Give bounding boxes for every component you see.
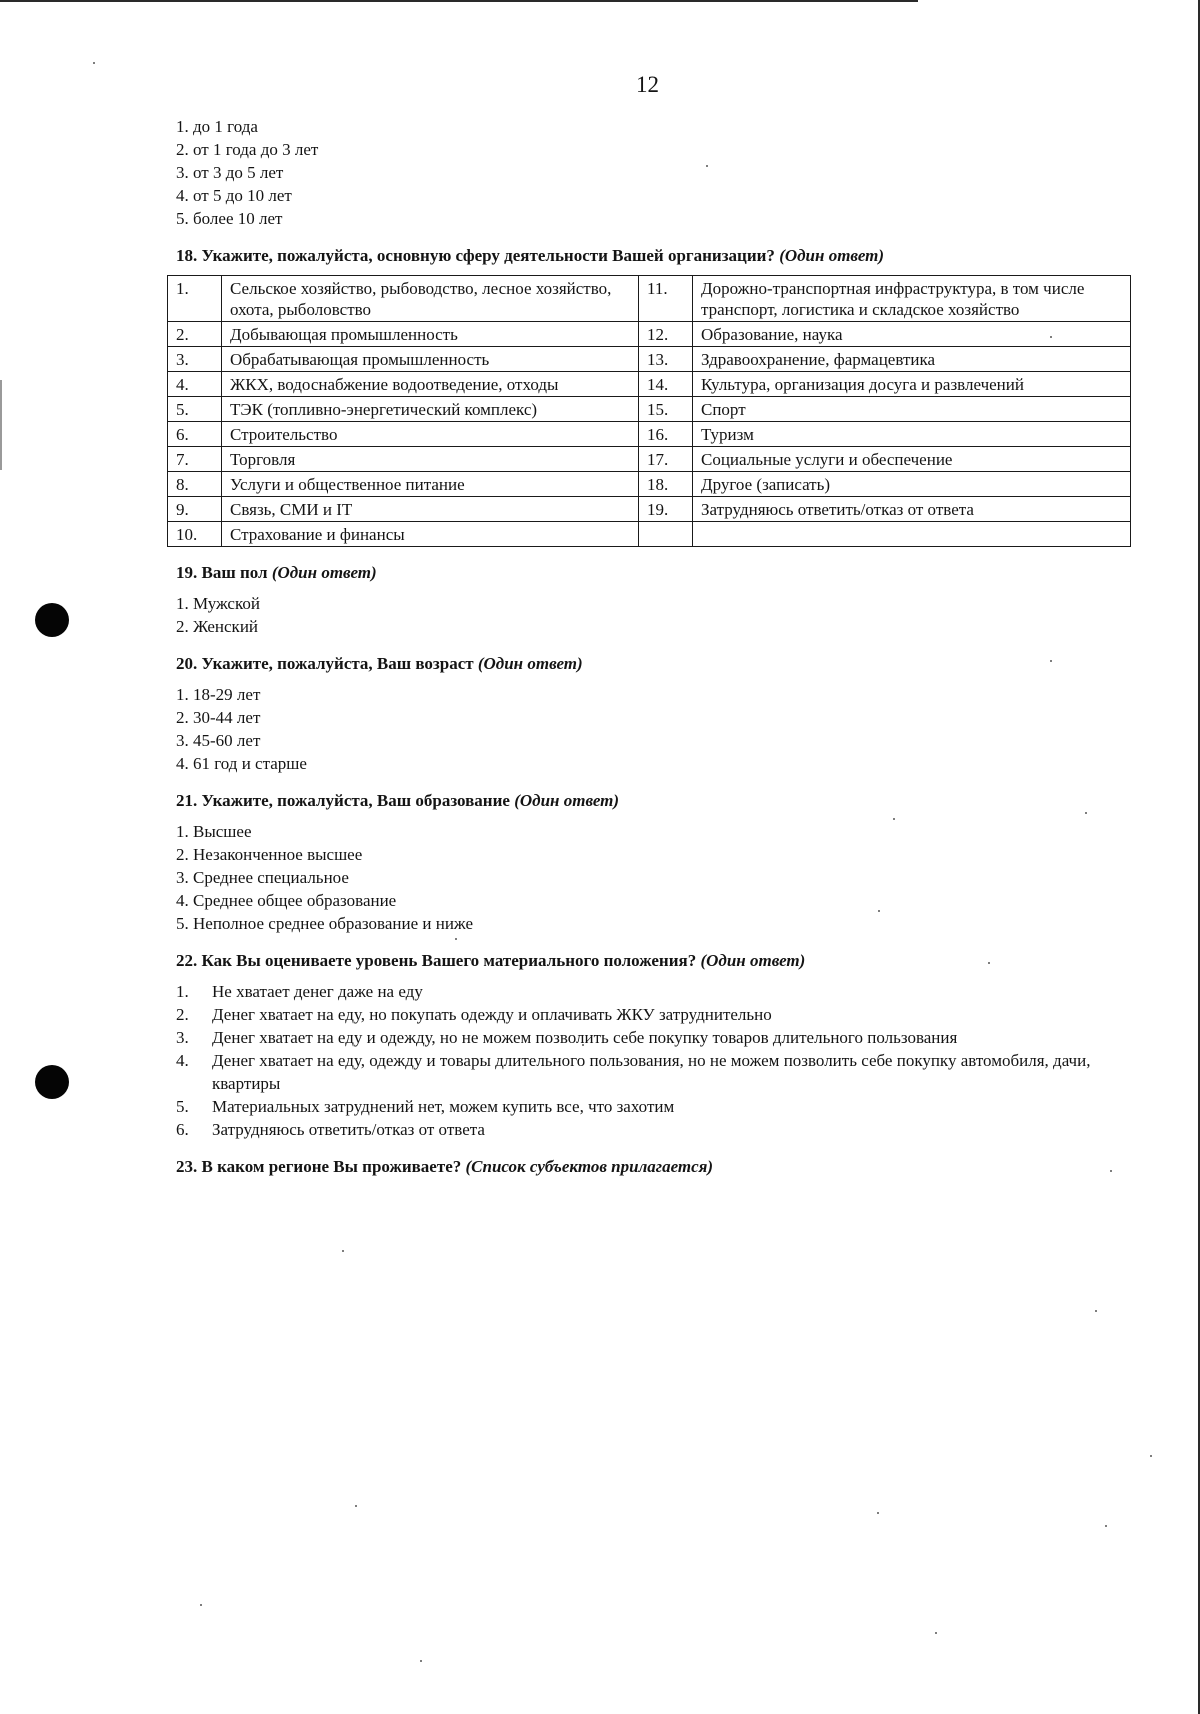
item-number: 4. (176, 1051, 189, 1070)
list-item: 5. более 10 лет (176, 209, 283, 228)
table-cell-text: ЖКХ, водоснабжение водоотведение, отходы (222, 372, 639, 397)
table-cell-text: Здравоохранение, фармацевтика (693, 347, 1131, 372)
item-number: 3. (176, 1028, 189, 1047)
duration-options (176, 115, 1136, 230)
table-cell-text: Страхование и финансы (222, 522, 639, 547)
item-text: Денег хватает на еду, одежду и товары длительного пользования, но не можем позволить себе покупку автомобиля, дачи, квартиры (212, 1051, 1091, 1093)
question-23-heading (176, 1155, 1136, 1178)
item-number: 6. (176, 1120, 189, 1139)
table-cell-text: Туризм (693, 422, 1131, 447)
table-cell-text: Другое (записать) (693, 472, 1131, 497)
table-cell-text: Обрабатывающая промышленность (222, 347, 639, 372)
list-item (176, 1003, 1136, 1026)
item-text: Затрудняюсь ответить/отказ от ответа (212, 1120, 485, 1139)
table-cell-number: 16. (639, 422, 693, 447)
question-19-title: 19. Ваш пол (176, 563, 268, 582)
list-item (176, 1118, 1136, 1141)
table-cell-number: 6. (168, 422, 222, 447)
list-item: 3. Среднее специальное (176, 868, 349, 887)
gender-options (176, 592, 1136, 638)
table-cell-text: Затрудняюсь ответить/отказ от ответа (693, 497, 1131, 522)
list-item: 1. до 1 года (176, 117, 258, 136)
table-cell-text: ТЭК (топливно-энергетический комплекс) (222, 397, 639, 422)
list-item: 1. Высшее (176, 822, 252, 841)
table-cell-number: 13. (639, 347, 693, 372)
list-item: 4. Среднее общее образование (176, 891, 397, 910)
table-cell-number: 18. (639, 472, 693, 497)
table-row (168, 447, 1131, 472)
question-21-title: 21. Укажите, пожалуйста, Ваш образование (176, 791, 510, 810)
item-text: Материальных затруднений нет, можем купить все, что захотим (212, 1097, 675, 1116)
table-cell-number: 15. (639, 397, 693, 422)
table-row (168, 347, 1131, 372)
question-18-note: (Один ответ) (779, 246, 885, 265)
age-options (176, 683, 1136, 775)
list-item: 2. 30-44 лет (176, 708, 261, 727)
list-item: 2. Незаконченное высшее (176, 845, 363, 864)
list-item: 4. от 5 до 10 лет (176, 186, 292, 205)
table-cell-text: Дорожно-транспортная инфраструктура, в том числе транспорт, логистика и складское хозяйство (693, 276, 1131, 322)
list-item (176, 1049, 1136, 1095)
question-22-title: 22. Как Вы оцениваете уровень Вашего материального положения? (176, 951, 697, 970)
table-cell-number: 4. (168, 372, 222, 397)
question-18-heading (176, 244, 1136, 267)
table-cell-number: 9. (168, 497, 222, 522)
table-cell-text: Торговля (222, 447, 639, 472)
punch-hole-top (35, 603, 69, 637)
item-number: 1. (176, 982, 189, 1001)
item-number: 2. (176, 1005, 189, 1024)
table-cell-text (693, 522, 1131, 547)
table-cell-number: 7. (168, 447, 222, 472)
table-cell-number: 14. (639, 372, 693, 397)
list-item: 4. 61 год и старше (176, 754, 307, 773)
list-item (176, 980, 1136, 1003)
table-cell-text: Услуги и общественное питание (222, 472, 639, 497)
list-item: 1. 18-29 лет (176, 685, 261, 704)
table-cell-text: Социальные услуги и обеспечение (693, 447, 1131, 472)
question-19-note: (Один ответ) (271, 563, 377, 582)
question-20-title: 20. Укажите, пожалуйста, Ваш возраст (176, 654, 474, 673)
table-row (168, 397, 1131, 422)
table-cell-number: 12. (639, 322, 693, 347)
table-cell-number: 10. (168, 522, 222, 547)
table-row (168, 472, 1131, 497)
table-cell-number (639, 522, 693, 547)
question-22-heading (176, 949, 1136, 972)
list-item (176, 1026, 1136, 1049)
table-row (168, 322, 1131, 347)
table-cell-text: Образование, наука (693, 322, 1131, 347)
table-row (168, 497, 1131, 522)
table-cell-number: 17. (639, 447, 693, 472)
table-cell-number: 19. (639, 497, 693, 522)
scan-edge-top (0, 0, 918, 2)
question-20-heading (176, 652, 1136, 675)
list-item (176, 1095, 1136, 1118)
table-cell-number: 3. (168, 347, 222, 372)
question-18-title: 18. Укажите, пожалуйста, основную сферу деятельности Вашей организации? (176, 246, 775, 265)
list-item: 2. от 1 года до 3 лет (176, 140, 319, 159)
item-number: 5. (176, 1097, 189, 1116)
table-cell-number: 1. (168, 276, 222, 322)
question-21-heading (176, 789, 1136, 812)
list-item: 3. от 3 до 5 лет (176, 163, 284, 182)
table-row (168, 276, 1131, 322)
table-cell-text: Культура, организация досуга и развлечений (693, 372, 1131, 397)
question-23-title: 23. В каком регионе Вы проживаете? (176, 1157, 462, 1176)
item-text: Денег хватает на еду, но покупать одежду и оплачивать ЖКУ затруднительно (212, 1005, 772, 1024)
list-item: 3. 45-60 лет (176, 731, 261, 750)
punch-hole-bottom (35, 1065, 69, 1099)
table-cell-text: Связь, СМИ и IT (222, 497, 639, 522)
page-number: 12 (636, 72, 659, 97)
item-text: Денег хватает на еду и одежду, но не можем позволить себе покупку товаров длительного пользования (212, 1028, 958, 1047)
table-cell-text: Строительство (222, 422, 639, 447)
list-item: 1. Мужской (176, 594, 260, 613)
table-row (168, 522, 1131, 547)
education-options (176, 820, 1136, 935)
scan-edge-left (0, 380, 2, 470)
question-19-heading (176, 561, 1136, 584)
income-options (176, 980, 1136, 1141)
question-21-note: (Один ответ) (514, 791, 620, 810)
table-cell-number: 5. (168, 397, 222, 422)
list-item: 5. Неполное среднее образование и ниже (176, 914, 473, 933)
question-22-note: (Один ответ) (700, 951, 806, 970)
item-text: Не хватает денег даже на еду (212, 982, 423, 1001)
table-row (168, 422, 1131, 447)
table-cell-number: 2. (168, 322, 222, 347)
table-cell-text: Спорт (693, 397, 1131, 422)
table-cell-text: Добывающая промышленность (222, 322, 639, 347)
question-23-note: (Список субъектов прилагается) (465, 1157, 714, 1176)
table-cell-text: Сельское хозяйство, рыбоводство, лесное хозяйство, охота, рыболовство (222, 276, 639, 322)
table-cell-number: 8. (168, 472, 222, 497)
activity-sphere-table (167, 275, 1131, 547)
table-row (168, 372, 1131, 397)
questionnaire-content (176, 115, 1136, 1186)
list-item: 2. Женский (176, 617, 259, 636)
question-20-note: (Один ответ) (477, 654, 583, 673)
table-cell-number: 11. (639, 276, 693, 322)
